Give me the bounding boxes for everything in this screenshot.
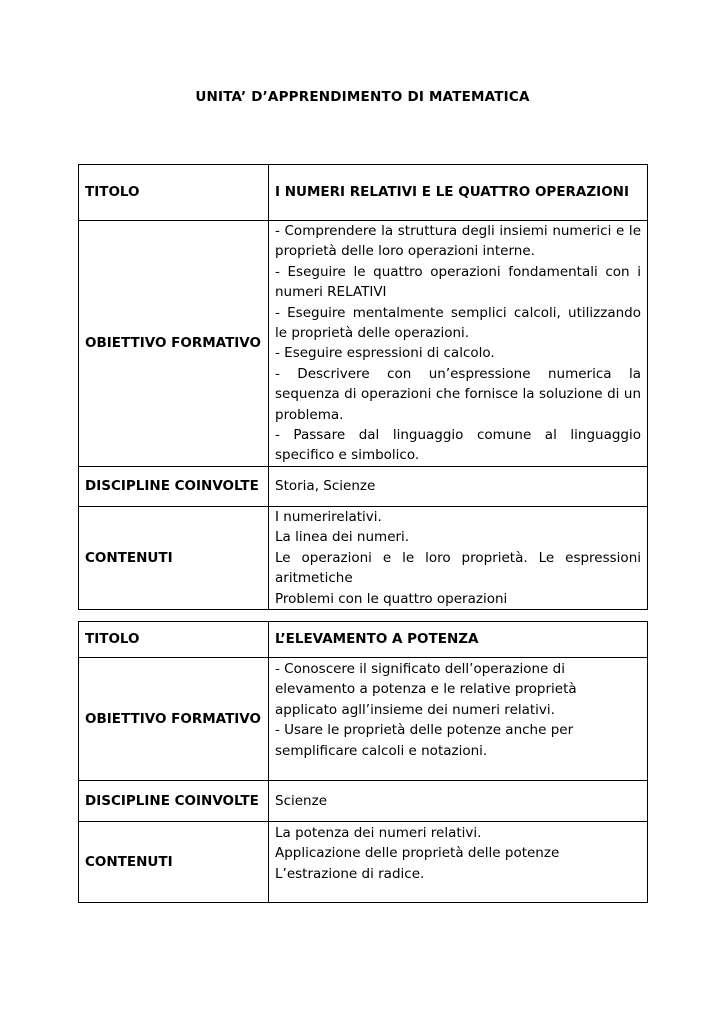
- row-obiettivo: [79, 658, 648, 781]
- contenuti-list: [269, 506, 648, 609]
- titolo-label: TITOLO: [79, 622, 269, 658]
- unit-table-numeri-relativi: [78, 164, 648, 610]
- obiettivo-item: - Descrivere con un’espressione numerica la sequenza di operazioni che fornisce la soluzione di un problema.: [275, 365, 641, 423]
- document-title: UNITA’ D’APPRENDIMENTO DI MATEMATICA: [195, 89, 530, 105]
- contenuti-label: CONTENUTI: [79, 822, 269, 903]
- obiettivo-item: - Eseguire espressioni di calcolo.: [275, 345, 495, 362]
- contenuti-item: La linea dei numeri.: [275, 529, 410, 546]
- contenuti-list: [269, 822, 648, 903]
- unit-table-elevamento-potenza: [78, 621, 648, 903]
- titolo-label: TITOLO: [79, 165, 269, 221]
- discipline-label: DISCIPLINE COINVOLTE: [79, 466, 269, 506]
- contenuti-item: Le operazioni e le loro proprietà. Le espressioni aritmetiche: [275, 549, 641, 587]
- obiettivo-item: - Passare dal linguaggio comune al linguaggio specifico e simbolico.: [275, 427, 641, 464]
- row-discipline: [79, 466, 648, 506]
- obiettivo-item: - Usare le proprietà delle potenze anche per semplificare calcoli e notazioni.: [275, 722, 574, 759]
- obiettivo-item: - Eseguire mentalmente semplici calcoli, utilizzando le proprietà delle operazioni.: [275, 304, 641, 342]
- contenuti-item: Applicazione delle proprietà delle potenze: [275, 845, 560, 862]
- obiettivo-label: OBIETTIVO FORMATIVO: [79, 221, 269, 467]
- row-titolo: [79, 622, 648, 658]
- titolo-value: I NUMERI RELATIVI E LE QUATTRO OPERAZIONI: [269, 165, 648, 221]
- obiettivo-item: - Comprendere la struttura degli insiemi numerici e le proprietà delle loro operazioni interne.: [275, 223, 641, 260]
- titolo-value: L’ELEVAMENTO A POTENZA: [269, 622, 648, 658]
- row-discipline: [79, 781, 648, 822]
- obiettivo-item: - Conoscere il significato dell’operazione di elevamento a potenza e le relative proprietà applicato agll’insieme dei numeri relativi.: [275, 661, 577, 718]
- obiettivo-list: [269, 221, 648, 467]
- row-contenuti: [79, 506, 648, 609]
- discipline-value: Storia, Scienze: [269, 466, 648, 506]
- row-contenuti: [79, 822, 648, 903]
- contenuti-label: CONTENUTI: [79, 506, 269, 609]
- obiettivo-item: - Eseguire le quattro operazioni fondamentali con i numeri RELATIVI: [275, 263, 641, 301]
- contenuti-item: La potenza dei numeri relativi.: [275, 825, 482, 841]
- discipline-label: DISCIPLINE COINVOLTE: [79, 781, 269, 822]
- row-titolo: [79, 165, 648, 221]
- contenuti-item: Problemi con le quattro operazioni: [275, 590, 508, 607]
- obiettivo-label: OBIETTIVO FORMATIVO: [79, 658, 269, 781]
- contenuti-item: I numerirelativi.: [275, 508, 382, 525]
- row-obiettivo: [79, 221, 648, 467]
- contenuti-item: L’estrazione di radice.: [275, 865, 425, 882]
- obiettivo-list: [269, 658, 648, 781]
- discipline-value: Scienze: [269, 781, 648, 822]
